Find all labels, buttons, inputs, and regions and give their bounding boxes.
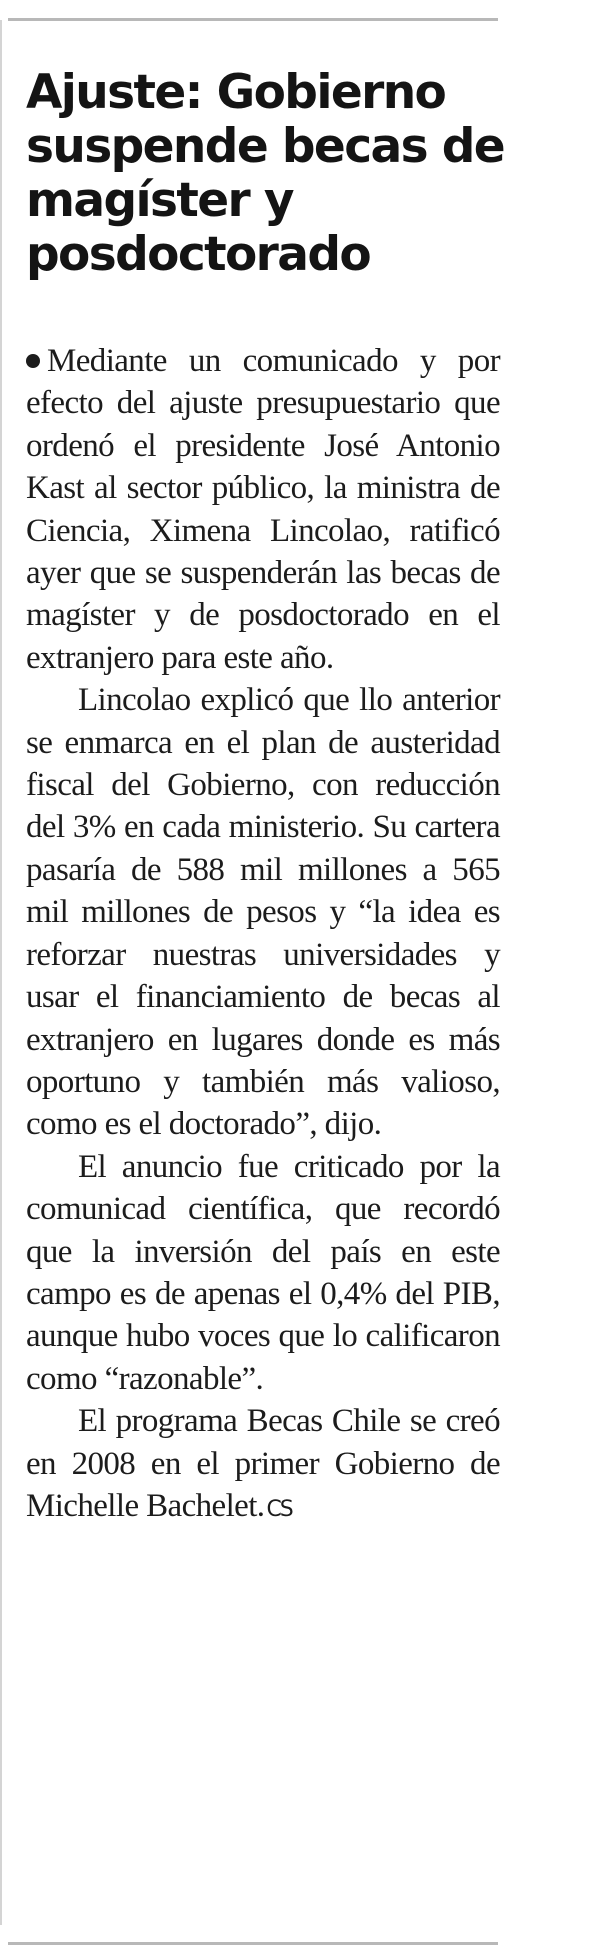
- news-article: [26, 65, 505, 1531]
- headline: [26, 65, 505, 282]
- closing-paragraph-text: El programa Becas Chile se creó en 2008 en el primer Gobierno de Michelle Bachelet.: [26, 1403, 500, 1524]
- bottom-rule: [8, 1942, 498, 1945]
- lead-paragraph-text: Mediante un comunicado y por efecto del ajuste presupuestario que ordenó el presidente José Antonio Kast al sector público, la ministra de Ciencia, Ximena Lincolao, ratificó ayer que se suspenderán las becas de magíster y de posdoctorado en el extranjero para este año.: [26, 343, 500, 676]
- left-column-rule: [0, 20, 2, 1925]
- top-rule: [8, 18, 498, 21]
- headline-line: posdoctorado: [26, 227, 371, 282]
- closing-paragraph: [26, 1400, 500, 1531]
- end-of-article-icon: CS: [266, 1496, 292, 1522]
- body-paragraph: Lincolao explicó que llo anterior se enmarca en el plan de austeridad fiscal del Gobierno, con reducción del 3% en cada ministerio. Su cartera pasaría de 588 mil millones a 565 mil millones de pesos y “la idea es reforzar nuestras universidades y usar el financiamiento de becas al extranjero en lugares donde es más oportuno y también más valioso, como es el doctorado”, dijo.: [26, 682, 500, 1143]
- article-body: [26, 340, 500, 1531]
- lead-paragraph: [26, 340, 500, 679]
- bullet-dot-icon: [26, 354, 40, 368]
- headline-line: suspende becas de: [26, 119, 505, 174]
- body-paragraph: El anuncio fue criticado por la comunicad científica, que recordó que la inversión del país en este campo es de apenas el 0,4% del PIB, aunque hubo voces que lo calificaron como “razonable”.: [26, 1148, 500, 1397]
- headline-line: magíster y: [26, 173, 293, 228]
- headline-line: Ajuste: Gobierno: [26, 65, 446, 120]
